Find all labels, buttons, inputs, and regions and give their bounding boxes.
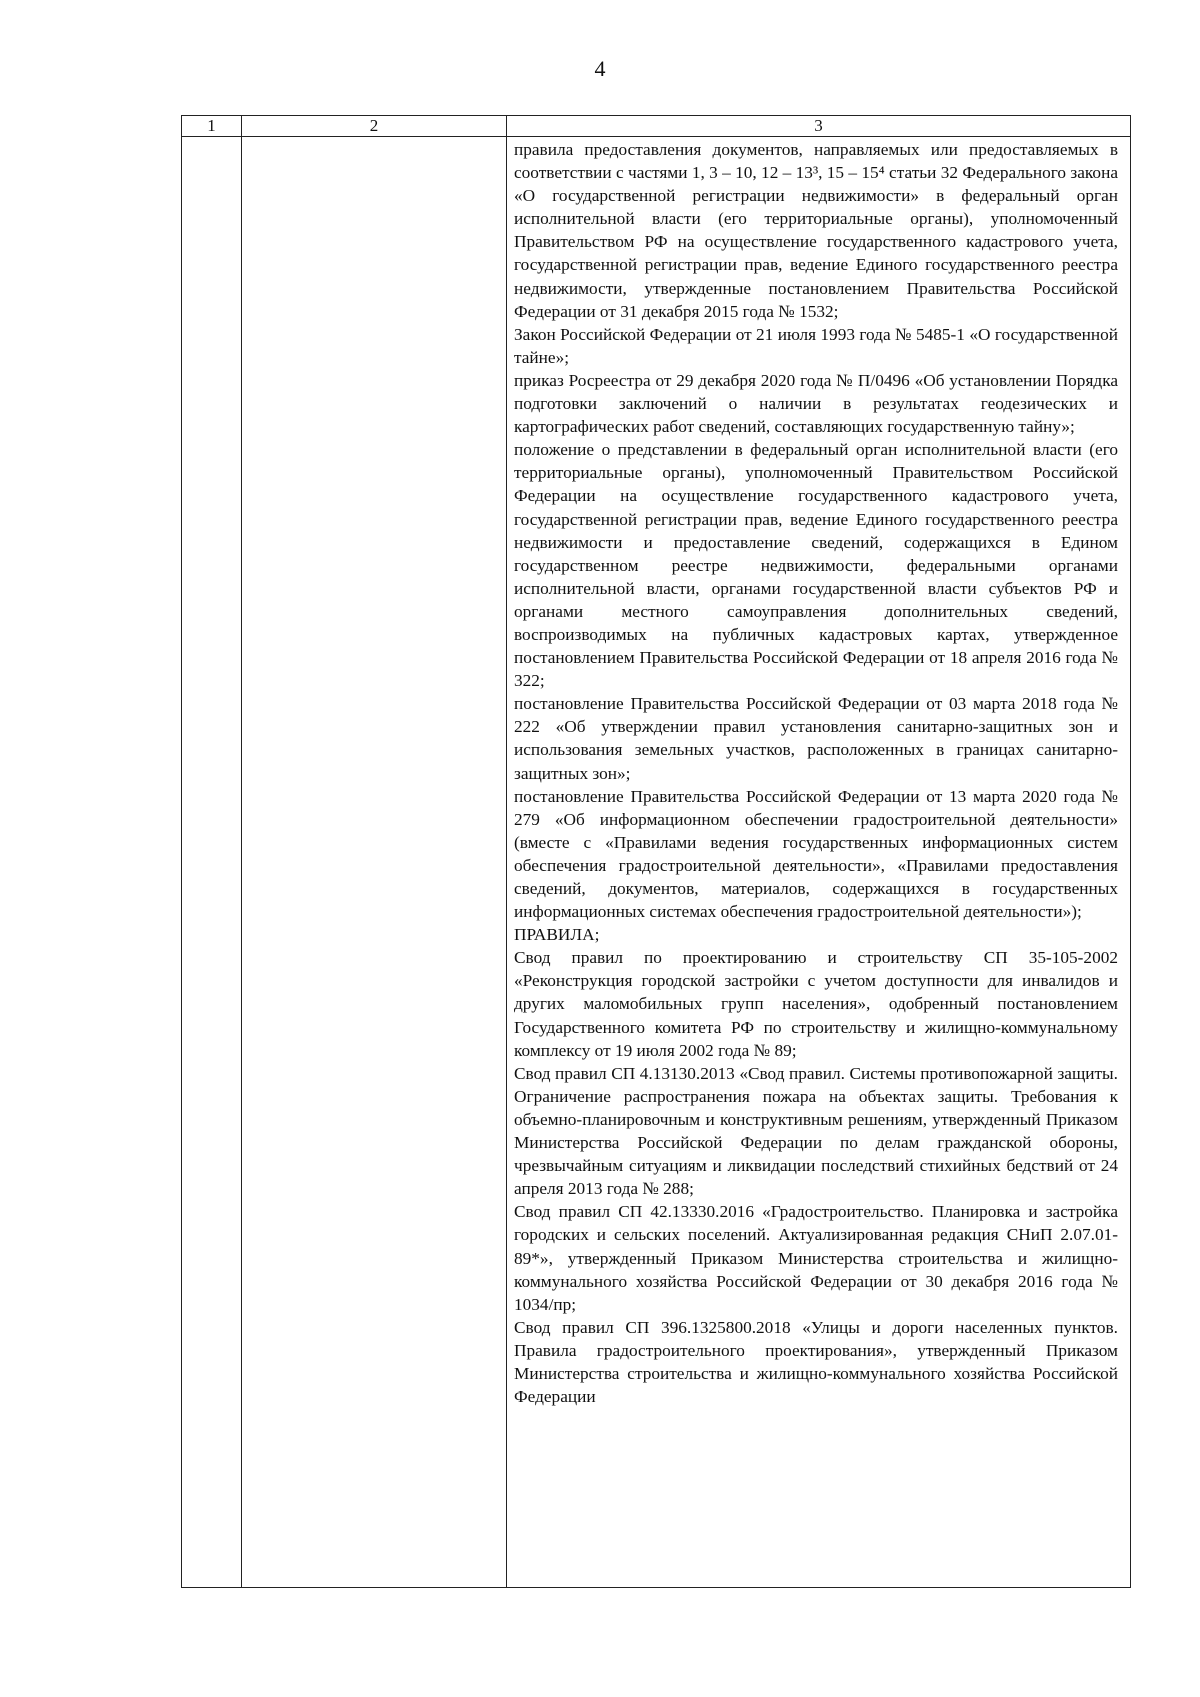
- paragraph-state-secret-law: Закон Российской Федерации от 21 июля 1993 года № 5485-1 «О государственной тайне»;: [514, 324, 1118, 367]
- paragraph-sp-4-13130-2013: Свод правил СП 4.13130.2013 «Свод правил. Системы противопожарной защиты. Ограничение распространения пожара на объектах защиты. Требования к объемно-планировочным и конструктивным решениям, утвержденный Приказом Министерства Российской Федерации по делам гражданской обороны, чрезвычайным ситуациям и ликвидации последствий стихийных бедствий от 24 апреля 2013 года № 288;: [514, 1063, 1118, 1199]
- paragraph-resolution-279: постановление Правительства Российской Федерации от 13 марта 2020 года № 279 «Об информационном обеспечении градостроительной деятельности» (вместе с «Правилами ведения государственных информационных систем обеспечения градостроительной деятельности», «Правилами предоставления сведений, документов, материалов, содержащихся в государственных информационных системах обеспечения градостроительной деятельности»);: [514, 786, 1118, 922]
- paragraph-resolution-222: постановление Правительства Российской Федерации от 03 марта 2018 года № 222 «Об утверждении правил установления санитарно-защитных зон и использования земельных участков, расположенных в границах санитарно-защитных зон»;: [514, 694, 1118, 783]
- column-header-1: 1: [207, 116, 216, 135]
- table-header-row: [182, 116, 1130, 137]
- column-3-content: [514, 138, 1118, 1588]
- column-divider: [506, 116, 507, 1587]
- paragraph-rules-heading: ПРАВИЛА;: [514, 925, 600, 945]
- paragraph-sp-35-105-2002: Свод правил по проектированию и строительству СП 35-105-2002 «Реконструкция городской застройки с учетом доступности для инвалидов и других маломобильных групп населения», одобренный постановлением Государственного комитета РФ по строительству и жилищно-коммунальному комплексу от 19 июля 2002 года № 89;: [514, 948, 1118, 1060]
- column-header-2: 2: [369, 116, 379, 135]
- paragraph-regulation-cadastral-maps: положение о представлении в федеральный орган исполнительной власти (его территориальные органы), уполномоченный Правительством Российской Федерации на осуществление государственного кадастрового учета, государственной регистрации прав, ведение Единого государственного реестра недвижимости и предоставление сведений, содержащихся в Едином государственном реестре недвижимости, федеральными органами исполнительной власти, органами государственной власти субъектов РФ и органами местного самоуправления дополнительных сведений, воспроизводимых на публичных кадастровых картах, утвержденное постановлением Правительства Российской Федерации от 18 апреля 2016 года № 322;: [514, 440, 1118, 691]
- page-number: 4: [594, 56, 606, 81]
- paragraph-rules-documents: правила предоставления документов, направляемых или предоставляемых в соответствии с частями 1, 3 – 10, 12 – 13³, 15 – 15⁴ статьи 32 Федерального закона «О государственной регистрации недвижимости» в федеральный орган исполнительной власти (его территориальные органы), уполномоченный Правительством РФ на осуществление государственного кадастрового учета, государственной регистрации прав, ведение Единого государственного реестра недвижимости, утвержденные постановлением Правительства Российской Федерации от 31 декабря 2015 года № 1532;: [514, 140, 1118, 321]
- column-divider: [241, 116, 242, 1587]
- paragraph-sp-396-1325800-2018: Свод правил СП 396.1325800.2018 «Улицы и дороги населенных пунктов. Правила градостроительного проектирования», утвержденный Приказом Министерства строительства и жилищно-коммунального хозяйства Российской Федерации: [514, 1317, 1118, 1407]
- paragraph-sp-42-13330-2016: Свод правил СП 42.13330.2016 «Градостроительство. Планировка и застройка городских и сельских поселений. Актуализированная редакция СНиП 2.07.01-89*», утвержденный Приказом Министерства строительства и жилищно-коммунального хозяйства Российской Федерации от 30 декабря 2016 года № 1034/пр;: [514, 1202, 1118, 1314]
- column-header-3: 3: [814, 116, 823, 135]
- document-table: [181, 115, 1131, 1588]
- paragraph-rosreestr-order: приказ Росреестра от 29 декабря 2020 года № П/0496 «Об установлении Порядка подготовки заключений о наличии в результатах геодезических и картографических работ сведений, составляющих государственную тайну»;: [514, 370, 1118, 437]
